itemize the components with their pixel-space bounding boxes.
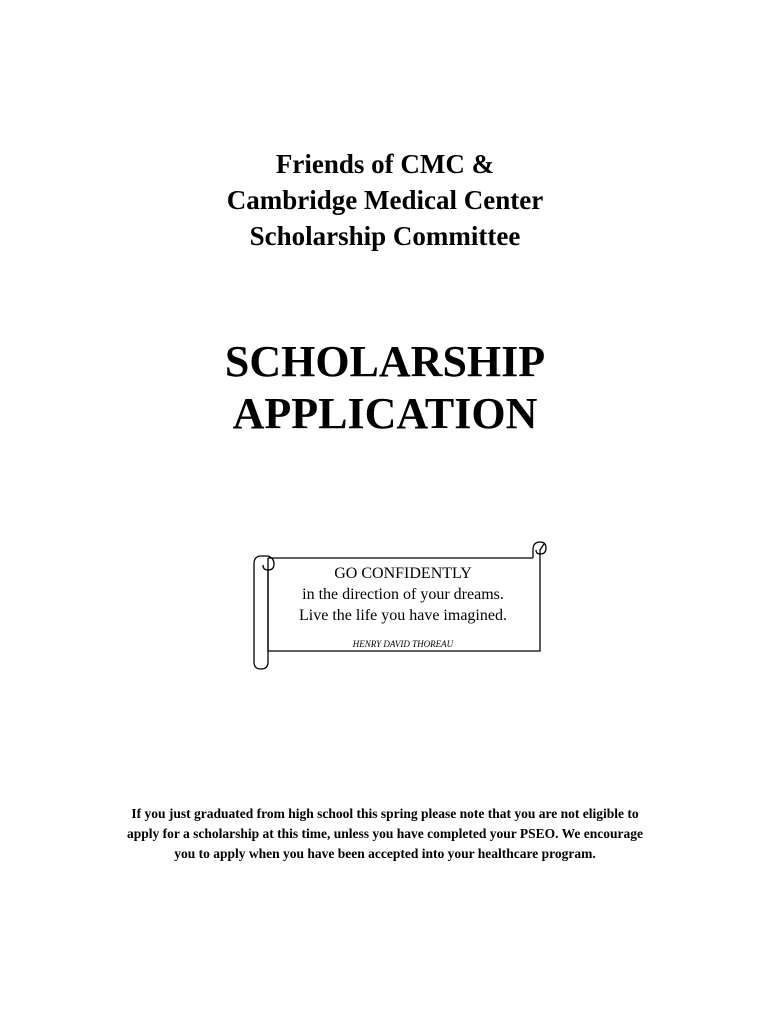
quote-line-2: in the direction of your dreams. [302, 586, 504, 603]
notice-line-1: If you just graduated from high school this spring please note that you are not eligible to [131, 806, 639, 821]
title-line-1: SCHOLARSHIP [224, 337, 546, 386]
org-line-1: Friends of CMC & [275, 149, 495, 179]
quote-author: HENRY DAVID THOREAU [352, 639, 454, 649]
quote-line-3: Live the life you have imagined. [299, 607, 507, 624]
org-line-2: Cambridge Medical Center [226, 185, 544, 215]
org-line-3: Scholarship Committee [249, 221, 521, 251]
eligibility-notice [80, 804, 690, 864]
title-line-2: APPLICATION [232, 389, 538, 438]
quote [268, 563, 538, 626]
notice-line-3: you to apply when you have been accepted into your healthcare program. [174, 846, 596, 861]
quote-line-1: GO CONFIDENTLY [334, 565, 472, 582]
document-title [0, 336, 770, 440]
notice-line-2: apply for a scholarship at this time, unless you have completed your PSEO. We encourage [126, 826, 644, 841]
organization-heading [0, 146, 770, 254]
